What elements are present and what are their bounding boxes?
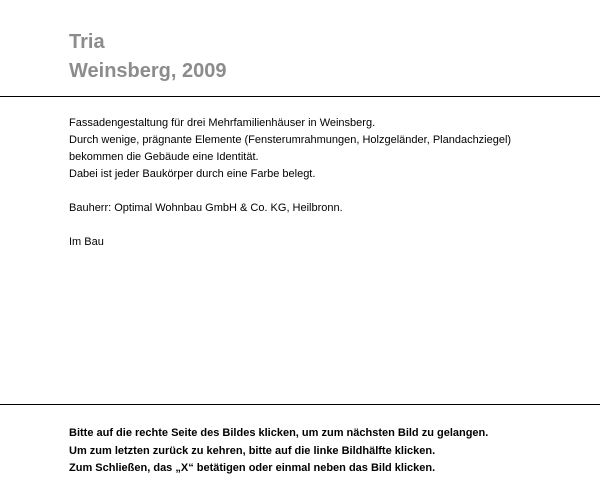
top-divider xyxy=(0,96,600,97)
navigation-instructions xyxy=(69,425,589,478)
instruction-close: Zum Schließen, das „X“ betätigen oder einmal neben das Bild klicken. xyxy=(69,462,436,474)
description-line: bekommen die Gebäude eine Identität. xyxy=(69,151,259,163)
bottom-divider xyxy=(0,404,600,405)
spacer xyxy=(69,217,589,234)
project-status: Im Bau xyxy=(69,236,104,248)
project-description xyxy=(69,115,589,251)
title-block xyxy=(69,28,226,86)
client-info: Bauherr: Optimal Wohnbau GmbH & Co. KG, Heilbronn. xyxy=(69,202,343,214)
page-title: Tria xyxy=(69,31,105,53)
description-line: Dabei ist jeder Baukörper durch eine Farbe belegt. xyxy=(69,168,316,180)
page-subtitle: Weinsberg, 2009 xyxy=(69,60,227,82)
instruction-next: Bitte auf die rechte Seite des Bildes klicken, um zum nächsten Bild zu gelangen. xyxy=(69,427,489,439)
description-line: Fassadengestaltung für drei Mehrfamilienhäuser in Weinsberg. xyxy=(69,117,376,129)
description-line: Durch wenige, prägnante Elemente (Fensterumrahmungen, Holzgeländer, Plandachziegel) xyxy=(69,134,512,146)
instruction-previous: Um zum letzten zurück zu kehren, bitte auf die linke Bildhälfte klicken. xyxy=(69,444,436,457)
spacer xyxy=(69,183,589,200)
